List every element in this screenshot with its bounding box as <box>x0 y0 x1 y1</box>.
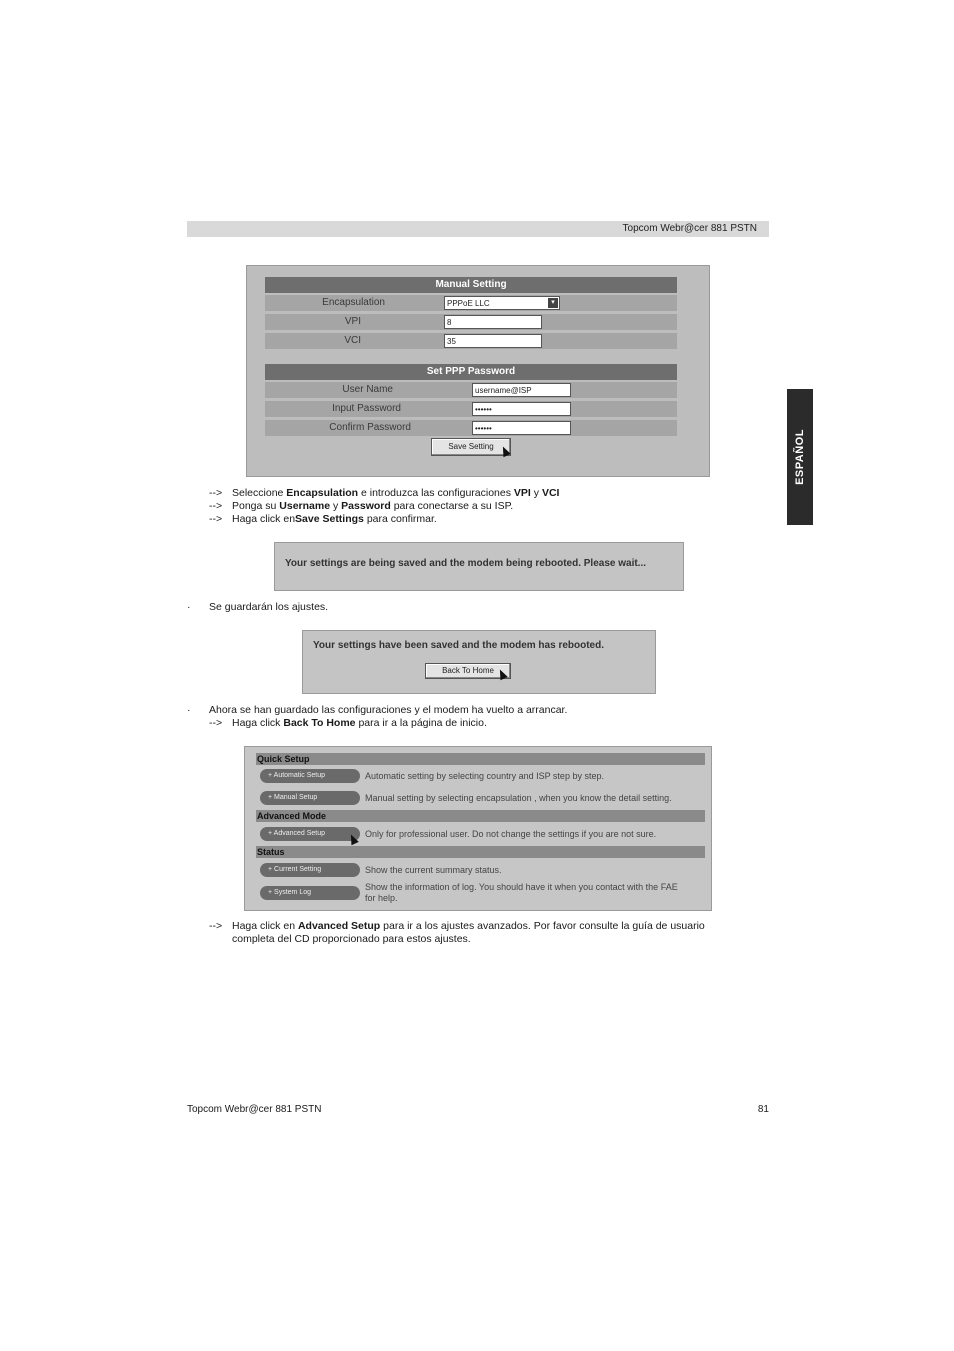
step-advanced-setup: --> Haga click en Advanced Setup para ir a los ajustes avanzados. Por favor consulte la guía de usuario <box>209 920 705 932</box>
automatic-setup-button[interactable]: + Automatic Setup <box>260 769 360 783</box>
setup-menu-screenshot <box>244 746 712 911</box>
confirm-password-label: Confirm Password <box>329 422 411 433</box>
saved-message: Your settings have been saved and the modem has rebooted. <box>313 640 604 651</box>
manual-setting-title: Manual Setting <box>265 277 677 293</box>
language-tab-label: ESPAÑOL <box>794 429 806 485</box>
step-advanced-setup-line2: completa del CD proporcionado para estos ajustes. <box>232 933 471 945</box>
current-setting-desc: Show the current summary status. <box>365 865 502 875</box>
advanced-setup-desc: Only for professional user. Do not change the settings if you are not sure. <box>365 829 657 839</box>
vpi-input[interactable]: 8 <box>444 315 542 329</box>
encapsulation-value: PPPoE LLC <box>447 299 490 308</box>
step-encapsulation: --> Seleccione Encapsulation e introduzca las configuraciones VPI y VCI <box>209 487 560 499</box>
manual-setting-screenshot <box>246 265 710 477</box>
system-log-desc-1: Show the information of log. You should have it when you contact with the FAE <box>365 882 678 892</box>
status-header: Status <box>256 846 705 858</box>
bullet-modem-rebooted: · Ahora se han guardado las configuraciones y el modem ha vuelto a arrancar. <box>187 704 568 716</box>
current-setting-button[interactable]: + Current Setting <box>260 863 360 877</box>
back-to-home-button[interactable]: Back To Home <box>425 663 511 679</box>
password-input[interactable]: •••••• <box>472 402 571 416</box>
chevron-down-icon: ▾ <box>548 298 558 308</box>
step-back-to-home: --> Haga click Back To Home para ir a la página de inicio. <box>209 717 487 729</box>
encapsulation-select[interactable] <box>444 296 560 310</box>
password-label: Input Password <box>332 403 401 414</box>
language-tab <box>787 389 813 525</box>
username-input[interactable]: username@ISP <box>472 383 571 397</box>
step-save-settings: --> Haga click enSave Settings para confirmar. <box>209 513 437 525</box>
bullet-settings-saved: · Se guardarán los ajustes. <box>187 601 329 613</box>
vpi-label: VPI <box>344 316 361 327</box>
system-log-desc-2: for help. <box>365 893 398 903</box>
encapsulation-label: Encapsulation <box>322 297 385 308</box>
system-log-button[interactable]: + System Log <box>260 886 360 900</box>
username-label: User Name <box>342 384 393 395</box>
advanced-setup-button[interactable]: + Advanced Setup <box>260 827 360 841</box>
footer-product: Topcom Webr@cer 881 PSTN <box>187 1104 322 1115</box>
vci-input[interactable]: 35 <box>444 334 542 348</box>
manual-setup-desc: Manual setting by selecting encapsulation , when you know the detail setting. <box>365 793 672 803</box>
confirm-password-input[interactable]: •••••• <box>472 421 571 435</box>
step-username: --> Ponga su Username y Password para conectarse a su ISP. <box>209 500 514 512</box>
automatic-setup-desc: Automatic setting by selecting country and ISP step by step. <box>365 771 604 781</box>
save-setting-button[interactable]: Save Setting <box>431 438 511 456</box>
vci-label: VCI <box>344 335 361 346</box>
saving-message-screenshot <box>274 542 684 591</box>
page-header-bar <box>187 221 769 237</box>
manual-setup-button[interactable]: + Manual Setup <box>260 791 360 805</box>
header-title: Topcom Webr@cer 881 PSTN <box>622 223 757 234</box>
saving-message: Your settings are being saved and the modem being rebooted. Please wait... <box>285 558 647 569</box>
advanced-mode-header: Advanced Mode <box>256 810 705 822</box>
quick-setup-header: Quick Setup <box>256 753 705 765</box>
saved-message-screenshot <box>302 630 656 694</box>
page-number: 81 <box>757 1104 769 1115</box>
ppp-password-title: Set PPP Password <box>265 364 677 380</box>
